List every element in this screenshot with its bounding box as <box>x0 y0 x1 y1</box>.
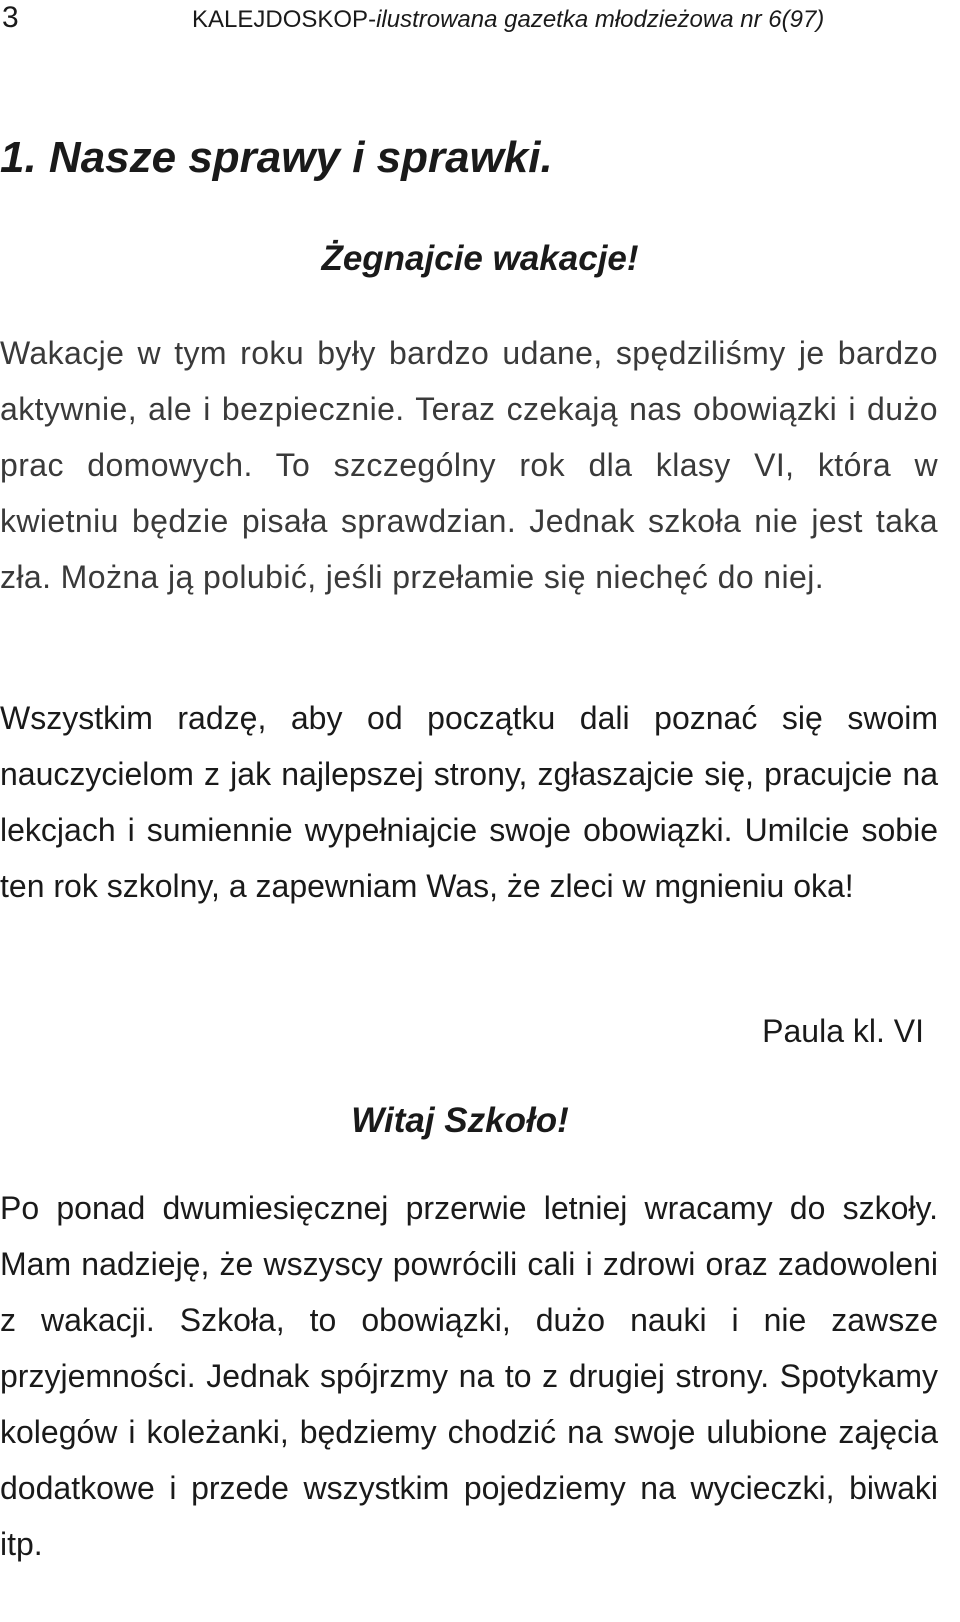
article-title-farewell-holidays: Żegnajcie wakacje! <box>321 239 639 278</box>
page-header <box>0 0 960 44</box>
article-2-paragraph-1: Po ponad dwumiesięcznej przerwie letniej wracamy do szkoły. Mam nadzieję, że wszyscy powrócili cali i zdrowi oraz zadowoleni z wakacji. Szkoła, to obowiązki, dużo nauki i nie zawsze przyjemności. Jednak spójrzmy na to z drugiej strony. Spotykamy kolegów i koleżanki, będziemy chodzić na swoje ulubione zajęcia dodatkowe i przede wszystkim pojedziemy na wycieczki, biwaki itp. <box>0 1190 938 1562</box>
section-title: 1. Nasze sprawy i sprawki. <box>0 133 553 182</box>
page-number: 3 <box>2 1 19 34</box>
article-title-welcome-school: Witaj Szkoło! <box>351 1101 569 1140</box>
publication-subtitle: ilustrowana gazetka młodzieżowa nr 6(97) <box>376 6 825 33</box>
article-1-paragraph-2: Wszystkim radzę, aby od początku dali poznać się swoim nauczycielom z jak najlepszej strony, zgłaszajcie się, pracujcie na lekcjach i sumiennie wypełniajcie swoje obowiązki. Umilcie sobie ten rok szkolny, a zapewniam Was, że zleci w mgnieniu oka! <box>0 700 938 904</box>
publication-name: KALEJDOSKOP- <box>192 6 377 33</box>
publication-running-head <box>192 5 824 35</box>
article-1-paragraph-1: Wakacje w tym roku były bardzo udane, spędziliśmy je bardzo aktywnie, ale i bezpiecznie. Teraz czekają nas obowiązki i dużo prac domowych. To szczególny rok dla klasy VI, która w kwietniu będzie pisała sprawdzian. Jednak szkoła nie jest taka zła. Można ją polubić, jeśli przełamie się niechęć do niej. <box>0 335 938 595</box>
article-1-signature: Paula kl. VI <box>762 1013 924 1049</box>
